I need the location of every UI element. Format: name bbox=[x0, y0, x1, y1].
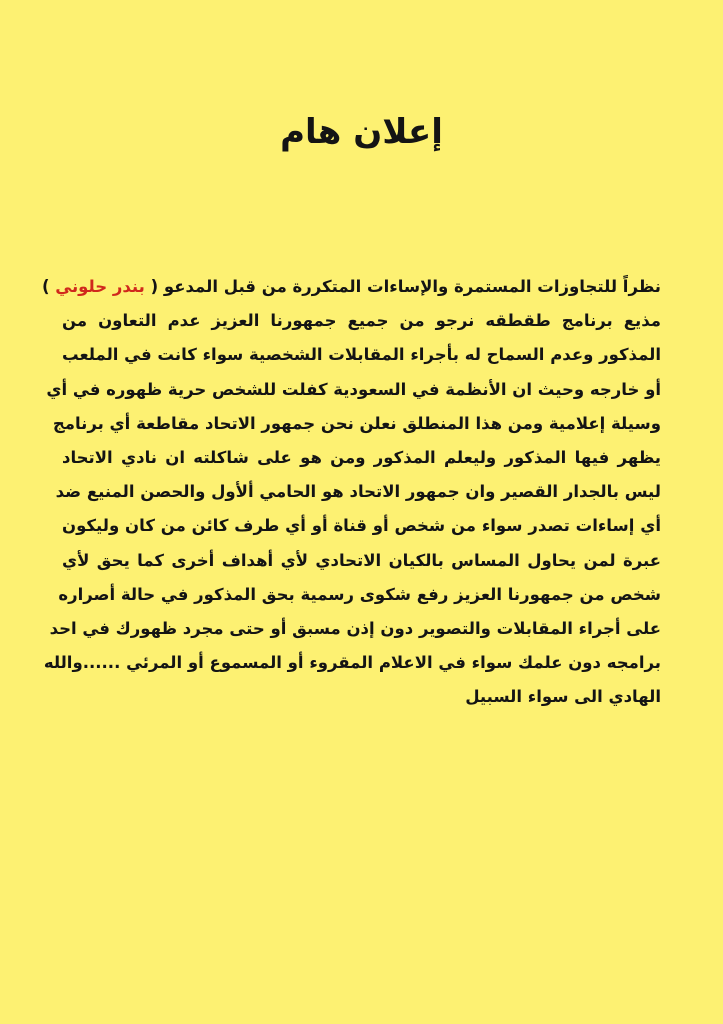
body-line-11: على أجراء المقابلات والتصوير دون إذن مسبق أو حتى مجرد ظهورك في احد bbox=[49, 618, 661, 638]
body-line-4: أو خارجه وحيث ان الأنظمة في السعودية كفلت للشخص حرية ظهوره في أي bbox=[46, 379, 661, 399]
body-line-9: عبرة لمن يحاول المساس بالكيان الاتحادي لأي أهداف أخرى كما يحق لأي bbox=[62, 550, 661, 570]
announcement-title: إعلان هام bbox=[280, 112, 443, 152]
body-line-13: الهادي الى سواء السبيل bbox=[465, 687, 661, 707]
body-line-3: المذكور وعدم السماح له بأجراء المقابلات الشخصية سواء كانت في الملعب bbox=[62, 345, 661, 365]
body-line-10: شخص من جمهورنا العزيز رفع شكوى رسمية بحق المذكور في حالة أصراره bbox=[58, 584, 661, 604]
body-line-1 bbox=[42, 270, 661, 304]
body-line-7: ليس بالجدار القصير وان جمهور الاتحاد هو الحامي ألأول والحصن المنيع ضد bbox=[55, 482, 661, 502]
body-line-1-suffix: ) bbox=[42, 277, 50, 296]
highlighted-name: بندر حلوني bbox=[55, 277, 145, 296]
body-line-8: أي إساءات تصدر سواء من شخص أو قناة أو أي طرف كائن من كان وليكون bbox=[62, 516, 661, 536]
body-line-12: برامجه دون علمك سواء في الاعلام المقروء أو المسموع أو المرئي ......والله bbox=[43, 653, 661, 673]
body-line-6: يظهر فيها المذكور وليعلم المذكور ومن هو على شاكلته ان نادي الاتحاد bbox=[62, 447, 661, 467]
body-line-1-prefix: نظراً للتجاوزات المستمرة والإساءات المتكررة من قبل المدعو ( bbox=[150, 277, 661, 296]
announcement-body bbox=[42, 270, 661, 714]
body-line-2: مذيع برنامج طقطقه نرجو من جميع جمهورنا العزيز عدم التعاون من bbox=[62, 311, 661, 331]
body-line-5: وسيلة إعلامية ومن هذا المنطلق نعلن نحن جمهور الاتحاد مقاطعة أي برنامج bbox=[52, 413, 661, 433]
